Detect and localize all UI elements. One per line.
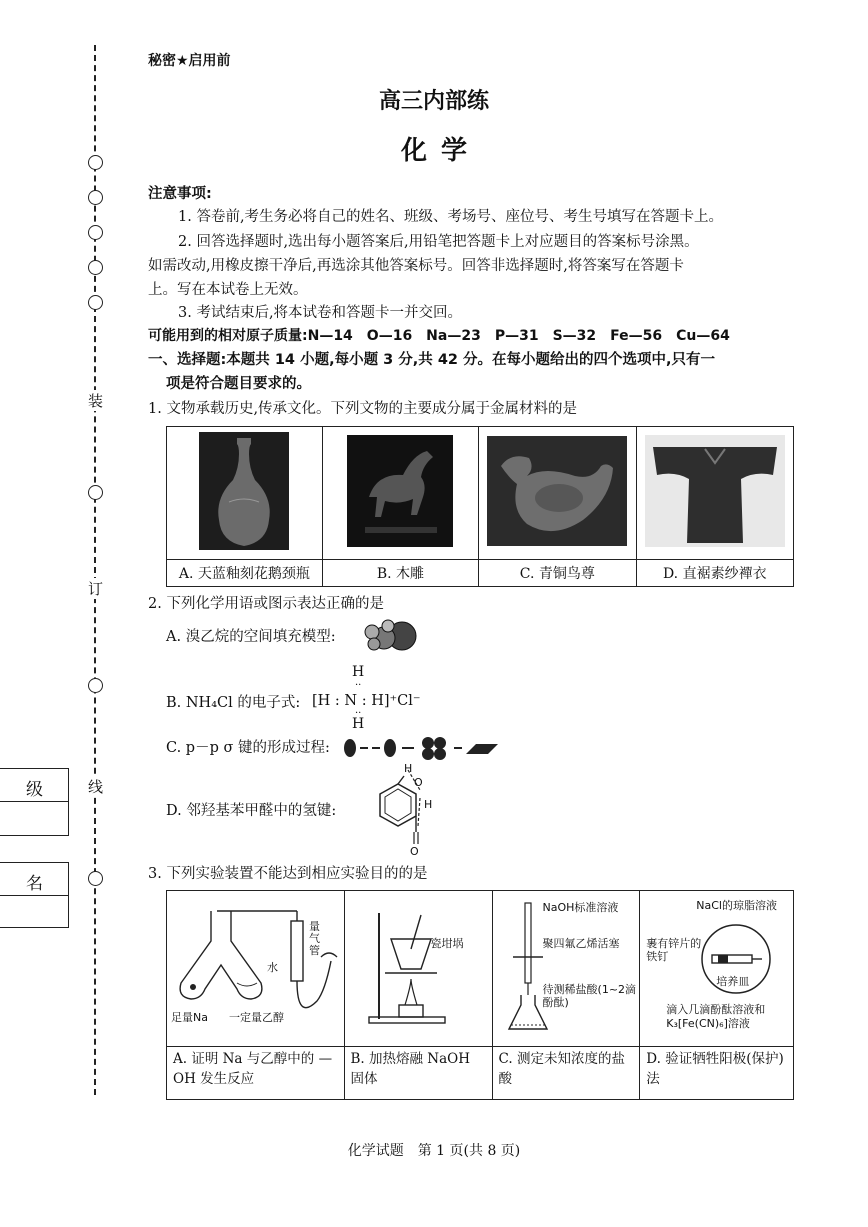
wood-carving-icon [347,435,453,547]
q1-table [166,426,794,587]
binding-hole [88,485,103,500]
notice-item-2-line-2: 如需改动,用橡皮擦干净后,再选涂其他答案标号。回答非选择题时,将答案写在答题卡 [148,258,684,274]
binding-hole [88,190,103,205]
q1-image-c [479,427,636,560]
q3-stem: 3. 下列实验装置不能达到相应实验目的的是 [148,866,428,882]
crucible-stand-icon [365,909,455,1029]
label-wrapped-nail: 裹有锌片的铁钉 [646,937,702,963]
q1-stem: 1. 文物承载历史,传承文化。下列文物的主要成分属于金属材料的是 [148,401,578,417]
class-label: 级 [26,780,43,800]
notice-item-1: 1. 答卷前,考生务必将自己的姓名、班级、考场号、座位号、考生号填写在答题卡上。 [178,209,724,225]
binding-hole [88,260,103,275]
label-water: 水 [267,961,278,974]
binding-hole [88,295,103,310]
p-p-sigma-bond-icon [342,734,498,762]
label-ethanol: 一定量乙醇 [229,1011,284,1024]
exam-title: 高三内部练 [378,88,489,114]
vase-icon [199,432,289,550]
space-filling-model-icon [362,618,418,654]
notice-item-3: 3. 考试结束后,将本试卷和答题卡一并交回。 [178,305,463,321]
label-gas-tube: 量气管 [309,920,320,957]
binding-char-ding: 订 [88,580,104,598]
page-footer: 化学试题 第 1 页(共 8 页) [347,1143,521,1159]
q3-apparatus-c [492,891,640,1047]
q1-image-b [322,427,478,560]
q3-option-b[interactable]: B. 加热熔融 NaOH 固体 [344,1047,492,1100]
q3-table [166,890,794,1100]
q2-optd-h-top: H [404,762,413,775]
binding-hole [88,225,103,240]
titration-apparatus-icon [503,897,563,1037]
section1-line-1: 一、选择题:本题共 14 小题,每小题 3 分,共 42 分。在每小题给出的四个选项中,只有一 [148,352,716,368]
q2-option-b[interactable]: B. NH₄Cl 的电子式: [166,695,301,711]
q1-option-d[interactable]: D. 直裾素纱襌衣 [636,560,793,587]
label-ptfe-stopcock: 聚四氟乙烯活塞 [542,937,620,950]
q1-option-c[interactable]: C. 青铜鸟尊 [479,560,636,587]
q2-option-d[interactable]: D. 邻羟基苯甲醛中的氢键: [166,803,337,819]
q2-optd-o-carbonyl: O [410,845,419,858]
label-naoh-standard: NaOH标准溶液 [542,901,619,914]
binding-hole [88,678,103,693]
label-dilute-hcl: 待测稀盐酸(1~2滴酚酞) [542,983,637,1009]
atomic-mass-line: 可能用到的相对原子质量:N—14 O—16 Na—23 P—31 S—32 Fe—56 Cu—64 [148,328,730,344]
q2-optd-o: O [414,776,423,789]
q2-stem: 2. 下列化学用语或图示表达正确的是 [148,596,384,612]
q2-optb-h-top: H [352,664,365,680]
label-indicator: 滴入几滴酚酞溶液和K₃[Fe(CN)₆]溶液 [666,1003,766,1030]
label-sodium: 足量Na [171,1011,208,1024]
binding-char-zhuang: 装 [88,392,104,410]
q3-apparatus-d [640,891,794,1047]
binding-char-xian: 线 [88,778,104,796]
notice-heading: 注意事项: [148,186,212,202]
silk-robe-icon [645,435,785,547]
q2-optd-h-bond: H [424,798,433,811]
q3-option-c[interactable]: C. 测定未知浓度的盐酸 [492,1047,640,1100]
label-nacl-agar: NaCl的琼脂溶液 [696,899,777,912]
subject-title: 化学 [400,136,481,166]
binding-hole [88,871,103,886]
q3-apparatus-b [344,891,492,1047]
q2-optb-h-bottom: H [352,716,365,732]
q1-image-a [167,427,323,560]
name-label: 名 [26,874,43,894]
notice-item-2-line-3: 上。写在本试卷上无效。 [148,282,308,298]
q3-apparatus-a [167,891,345,1047]
section1-line-2: 项是符合题目要求的。 [166,376,311,392]
q2-option-a[interactable]: A. 溴乙烷的空间填充模型: [166,629,336,645]
q1-image-d [636,427,793,560]
label-crucible: 瓷坩埚 [430,937,464,950]
q2-optb-electron-formula: [H : N : H]⁺Cl⁻ [312,693,421,709]
q3-option-a[interactable]: A. 证明 Na 与乙醇中的 —OH 发生反应 [167,1047,345,1100]
q3-option-d[interactable]: D. 验证牺牲阳极(保护)法 [640,1047,794,1100]
bronze-bird-icon [487,436,627,546]
secret-mark: 秘密★启用前 [148,53,231,69]
label-petri-dish: 培养皿 [716,975,750,988]
q1-option-b[interactable]: B. 木雕 [322,560,478,587]
q2-option-c[interactable]: C. p－p σ 键的形成过程: [166,740,330,756]
q1-option-a[interactable]: A. 天蓝釉刻花鹅颈瓶 [167,560,323,587]
notice-item-2-line-1: 2. 回答选择题时,选出每小题答案后,用铅笔把答题卡上对应题目的答案标号涂黑。 [178,234,699,250]
